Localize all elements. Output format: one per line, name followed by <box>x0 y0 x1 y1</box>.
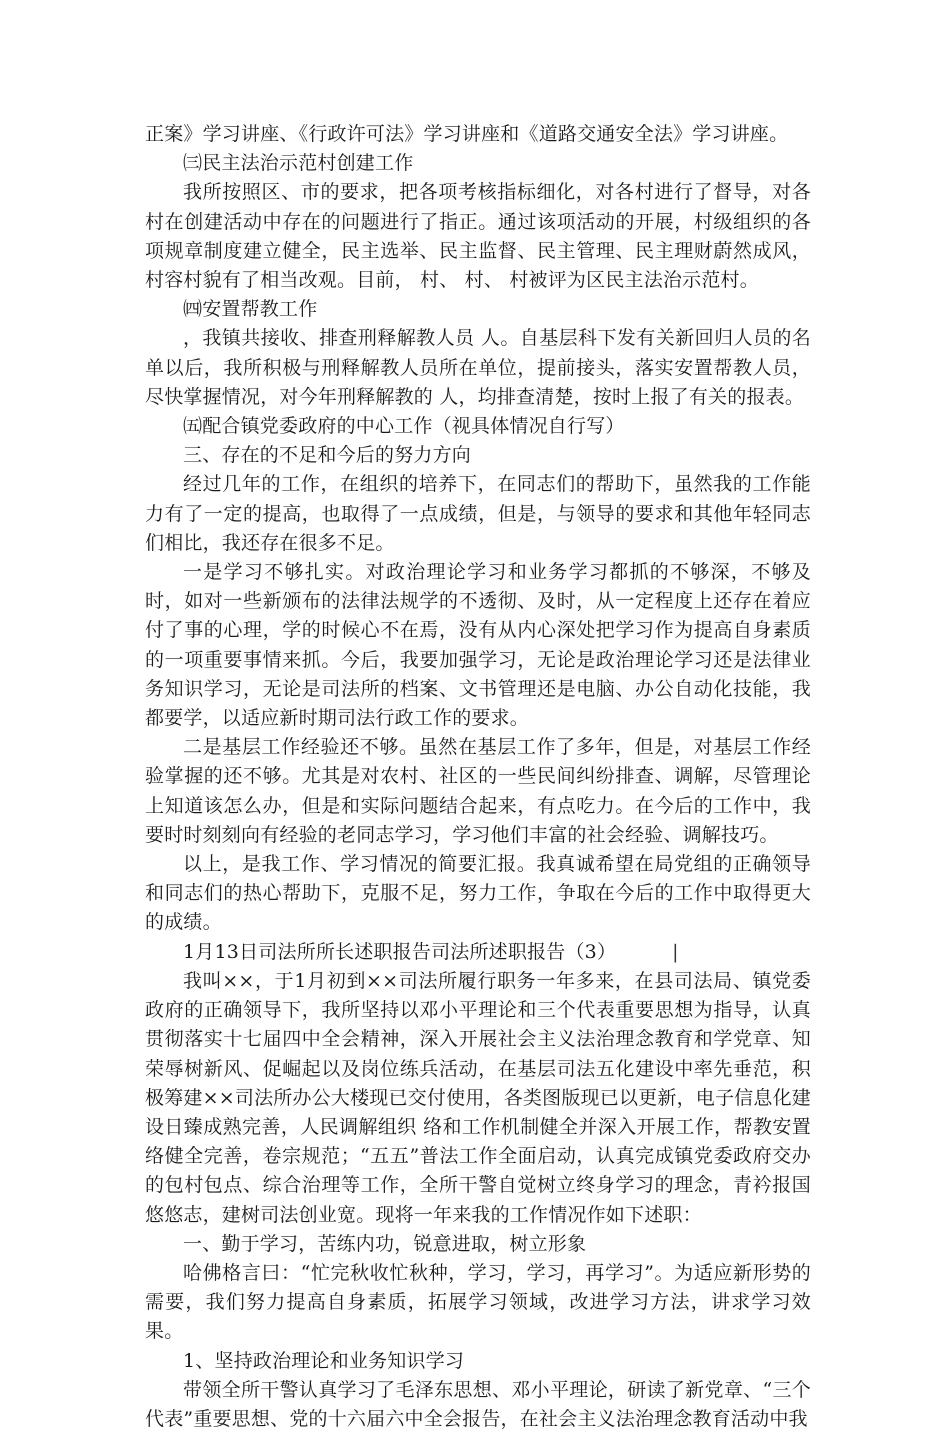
paragraph: 经过几年的工作，在组织的培养下，在同志们的帮助下，虽然我的工作能力有了一定的提高，也取得了一点成绩，但是，与领导的要求和其他年轻同志们相比，我还存在很多不足。 <box>145 473 811 554</box>
text-cursor: | <box>672 940 679 963</box>
paragraph: ，我镇共接收、排查刑释解教人员 人。自基层科下发有关新回归人员的名单以后，我所积极与刑释解教人员所在单位，提前接头，落实安置帮教人员，尽快掌握情况，对今年刑释解教的 人，均排查清楚，按时上报了有关的报表。 <box>145 327 811 408</box>
section-heading: ㈢民主法治示范村创建工作 <box>183 152 414 175</box>
section-heading: 1、坚持政治理论和业务知识学习 <box>183 1349 465 1372</box>
paragraph: 带领全所干警认真学习了毛泽东思想、邓小平理论，研读了新党章、“三个代表”重要思想、党的十六届六中全会报告，在社会主义法治理念教育活动中我 <box>145 1378 811 1430</box>
section-heading: ㈣安置帮教工作 <box>183 298 318 321</box>
paragraph: 我叫××，于1月初到××司法所履行职务一年多来，在县司法局、镇党委政府的正确领导下，我所坚持以邓小平理论和三个代表重要思想为指导，认真贯彻落实十七届四中全会精神，深入开展社会主义法治理念教育和学党章、知荣辱树新风、促崛起以及岗位练兵活动，在基层司法五化建设中率先垂范，积极筹建××司法所办公大楼现已交付使用，各类图版现已以更新，电子信息化建设日臻成熟完善，人民调解组织 络和工作机制健全并深入开展工作，帮教安置 络健全完善，卷宗规范；“五五”普法工作全面启动，认真完成镇党委政府交办的包村包点、综合治理等工作，全所干警自觉树立终身学习的理念，青衿报国悠悠志，建树司法创业宽。现将一年来我的工作情况作如下述职： <box>145 969 811 1226</box>
paragraph: 一是学习不够扎实。对政治理论学习和业务学习都抓的不够深，不够及时，如对一些新颁布的法律法规学的不透彻、及时，从一定程度上还存在着应付了事的心理，学的时候心不在焉，没有从内心深处把学习作为提高自身素质的一项重要事情来抓。今后，我要加强学习，无论是政治理论学习还是法律业务知识学习，无论是司法所的档案、文书管理还是电脑、办公自动化技能，我都要学，以适应新时期司法行政工作的要求。 <box>145 561 811 730</box>
paragraph: 正案》学习讲座、《行政许可法》学习讲座和《道路交通安全法》学习讲座。 <box>145 123 789 145</box>
section-heading: 三、存在的不足和今后的努力方向 <box>183 444 472 467</box>
paragraph: 哈佛格言曰：“忙完秋收忙秋种，学习，学习，再学习”。为适应新形势的需要，我们努力提高自身素质，拓展学习领域，改进学习方法，讲求学习效果。 <box>145 1261 811 1343</box>
paragraph: 二是基层工作经验还不够。虽然在基层工作了多年，但是，对基层工作经验掌握的还不够。尤其是对农村、社区的一些民间纠纷排查、调解，尽管理论上知道该怎么办，但是和实际问题结合起来，有点吃力。在今后的工作中，我要时时刻刻向有经验的老同志学习，学习他们丰富的社会经验、调解技巧。 <box>145 736 811 846</box>
report-title <box>145 938 811 967</box>
section-heading: 一、勤于学习，苦练内功，锐意进取，树立形象 <box>183 1232 587 1255</box>
paragraph: 以上，是我工作、学习情况的简要汇报。我真诚希望在局党组的正确领导和同志们的热心帮助下，克服不足，努力工作，争取在今后的工作中取得更大的成绩。 <box>145 853 811 934</box>
report-title-text: 1月13日司法所所长述职报告司法所述职报告（3） <box>183 940 617 963</box>
section-heading: ㈤配合镇党委政府的中心工作（视具体情况自行写） <box>183 415 625 438</box>
document-body <box>145 120 811 1434</box>
paragraph: 我所按照区、市的要求，把各项考核指标细化，对各村进行了督导，对各村在创建活动中存在的问题进行了指正。通过该项活动的开展，村级组织的各项规章制度建立健全，民主选举、民主监督、民主管理、民主理财蔚然成风，村容村貌有了相当改观。目前， 村、 村、 村被评为区民主法治示范村。 <box>145 181 811 292</box>
